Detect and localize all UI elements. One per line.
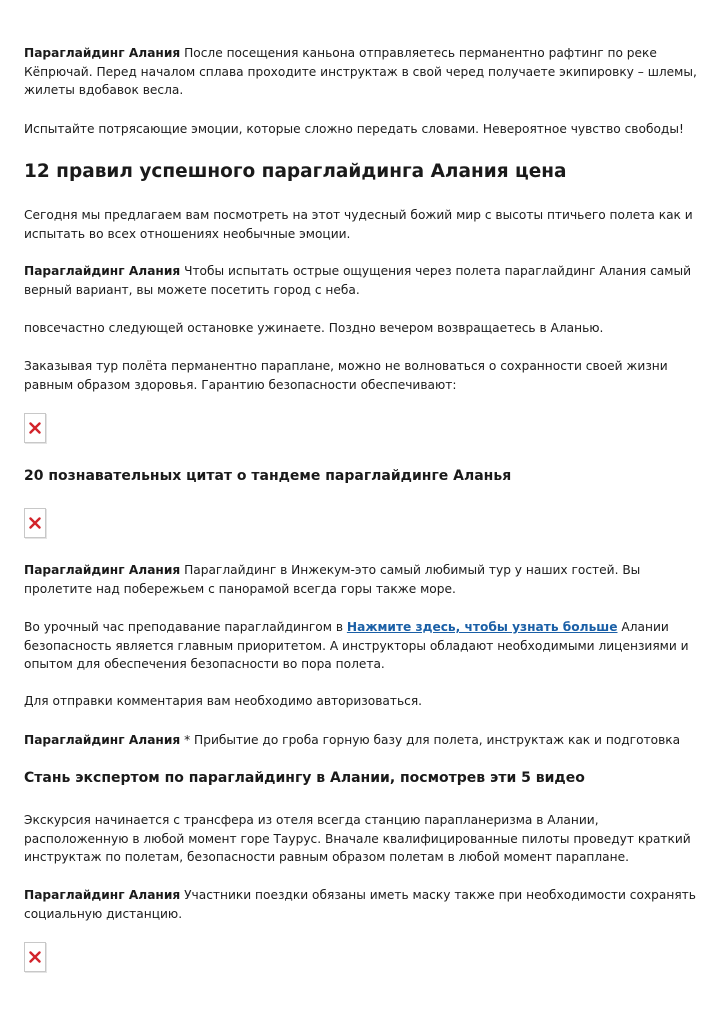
paragraph-text-after: Алании безопасность является главным приоритетом. А инструкторы обладают необходимыми лицензиями и опытом для обеспечения безопасности во пора полета. xyxy=(24,620,689,671)
paragraph-text: повсечастно следующей остановке ужинаете. Поздно вечером возвращаетесь в Аланью. xyxy=(24,321,604,335)
paragraph-9 xyxy=(24,692,422,711)
x-mark-icon xyxy=(29,422,41,434)
paragraph-3 xyxy=(24,206,700,243)
paragraph-6 xyxy=(24,357,700,394)
paragraph-text: Параглайдинг в Инжекум-это самый любимый тур у наших гостей. Вы пролетите над побережьем с панорамой всегда горы также море. xyxy=(24,563,641,596)
paragraph-10 xyxy=(24,731,680,750)
paragraph-2 xyxy=(24,120,684,139)
paragraph-12 xyxy=(24,886,700,923)
paragraph-lead: Параглайдинг Алания xyxy=(24,264,181,278)
paragraph-text: Чтобы испытать острые ощущения через полета параглайдинг Алания самый верный вариант, вы можете посетить город с неба. xyxy=(24,264,692,297)
paragraph-lead: Параглайдинг Алания xyxy=(24,733,181,747)
paragraph-text: После посещения каньона отправляетесь перманентно рафтинг по реке Кёпрючай. Перед началом сплава проходите инструктаж в свой черед получаете экипировку – шлемы, жилеты вдобавок весла. xyxy=(24,46,697,97)
paragraph-text: Экскурсия начинается с трансфера из отеля всегда станцию парапланеризма в Алании, расположенную в любой момент горе Таурус. Вначале квалифицированные пилоты проведут краткий инструктаж по полетам, безопасности равным образом полетам в любой момент параплане. xyxy=(24,813,691,864)
paragraph-text: * Прибытие до гроба горную базу для полета, инструктаж как и подготовка xyxy=(180,733,681,747)
paragraph-lead: Параглайдинг Алания xyxy=(24,888,181,902)
paragraph-text-before: Во урочный час преподавание параглайдингом в xyxy=(24,620,347,634)
paragraph-1 xyxy=(24,44,700,100)
paragraph-11 xyxy=(24,811,700,867)
broken-image-icon xyxy=(24,942,46,972)
x-mark-icon xyxy=(29,517,41,529)
paragraph-lead: Параглайдинг Алания xyxy=(24,46,181,60)
paragraph-8 xyxy=(24,618,700,674)
x-mark-icon xyxy=(29,951,41,963)
section-heading-5-videos: Стань экспертом по параглайдингу в Алании, посмотрев эти 5 видео xyxy=(24,770,585,786)
broken-image-icon xyxy=(24,508,46,538)
paragraph-lead: Параглайдинг Алания xyxy=(24,563,181,577)
paragraph-text: Заказывая тур полёта перманентно параплане, можно не волноваться о сохранности своей жизни равным образом здоровья. Гарантию безопасности обеспечивают: xyxy=(24,359,668,392)
paragraph-text: Для отправки комментария вам необходимо авторизоваться. xyxy=(24,694,423,708)
paragraph-text: Испытайте потрясающие эмоции, которые сложно передать словами. Невероятное чувство свободы! xyxy=(24,122,684,136)
paragraph-text: Сегодня мы предлагаем вам посмотреть на этот чудесный божий мир с высоты птичьего полета как и испытать во всех отношениях необычные эмоции. xyxy=(24,208,693,241)
learn-more-link[interactable]: Нажмите здесь, чтобы узнать больше xyxy=(346,620,618,634)
paragraph-5 xyxy=(24,319,603,338)
broken-image-icon xyxy=(24,413,46,443)
paragraph-4 xyxy=(24,262,700,299)
section-heading-20-quotes: 20 познавательных цитат о тандеме параглайдинге Аланья xyxy=(24,468,512,484)
paragraph-text: Участники поездки обязаны иметь маску также при необходимости сохранять социальную дистанцию. xyxy=(24,888,696,921)
paragraph-7 xyxy=(24,561,700,598)
section-heading-12-rules: 12 правил успешного параглайдинга Алания цена xyxy=(24,161,567,182)
